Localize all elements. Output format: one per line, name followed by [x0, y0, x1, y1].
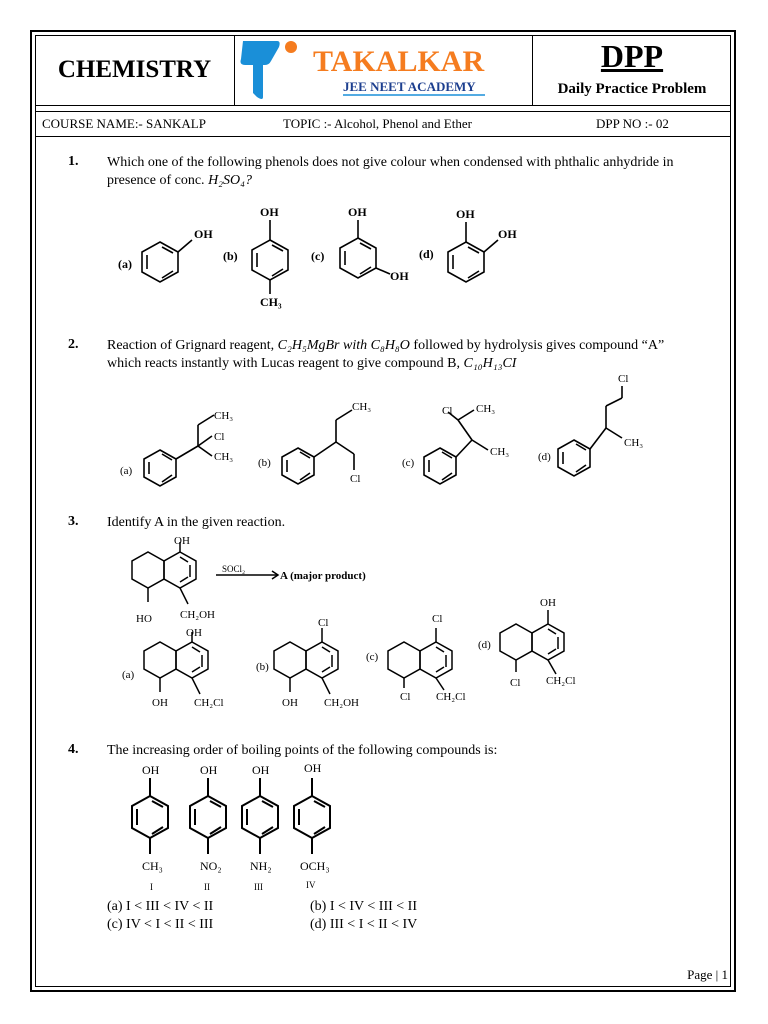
- svg-text:Cl: Cl: [618, 373, 629, 385]
- option-d: (d) III < I < II < IV: [310, 917, 418, 932]
- option-label: (c): [402, 457, 415, 469]
- dpp-title: DPP: [600, 38, 664, 74]
- option-label: (d): [478, 639, 491, 651]
- svg-text:CH₃: CH₃: [214, 451, 234, 463]
- formula: C₁₀H₁₃CI: [463, 356, 517, 371]
- svg-text:CH₃: CH₃: [260, 295, 282, 309]
- academy-logo: [235, 35, 533, 105]
- question-line: which reacts instantly with Lucas reagent to give compound B, C₁₀H₁₃CI: [107, 356, 517, 371]
- question-number: 4.: [68, 742, 79, 757]
- option-label: (a): [120, 465, 133, 477]
- option-label: (d): [419, 247, 434, 261]
- svg-text:OH: OH: [390, 269, 409, 283]
- svg-text:CH₃: CH₃: [476, 403, 496, 415]
- formula: C₂H₅MgBr with C₈H₈O: [277, 338, 410, 353]
- svg-text:OH: OH: [282, 697, 298, 709]
- svg-text:Cl: Cl: [350, 473, 361, 485]
- option-label: (a): [118, 257, 132, 271]
- svg-text:OH: OH: [174, 535, 190, 547]
- question-number: 3.: [68, 514, 79, 529]
- svg-text:Cl: Cl: [318, 617, 329, 629]
- svg-text:OH: OH: [540, 597, 556, 609]
- option-label: (c): [311, 249, 325, 263]
- question-number: 1.: [68, 154, 79, 169]
- topic: TOPIC :- Alcohol, Phenol and Ether: [283, 116, 472, 131]
- q1-structures: [100, 200, 540, 310]
- dpp-number: DPP NO :- 02: [596, 116, 669, 131]
- svg-text:Cl: Cl: [510, 677, 521, 689]
- svg-text:Cl: Cl: [400, 691, 411, 703]
- svg-text:CH₃: CH₃: [214, 410, 234, 422]
- option-label: (b): [223, 249, 238, 263]
- svg-text:Cl: Cl: [442, 405, 453, 417]
- svg-text:II: II: [204, 882, 210, 892]
- svg-text:OH: OH: [304, 761, 322, 775]
- logo-mark-icon: [235, 35, 533, 105]
- svg-text:NH₂: NH₂: [250, 859, 272, 873]
- page-number: Page | 1: [687, 967, 728, 982]
- divider: [35, 105, 731, 106]
- divider: [35, 111, 731, 112]
- svg-text:CH₂Cl: CH₂Cl: [194, 697, 224, 709]
- svg-text:OH: OH: [456, 207, 475, 221]
- divider: [35, 136, 731, 137]
- question-line: Which one of the following phenols does not give colour when condensed with phthalic anhydride in: [107, 155, 674, 170]
- option-a: (a) I < III < IV < II: [107, 899, 214, 914]
- svg-text:Cl: Cl: [214, 431, 225, 443]
- svg-text:OH: OH: [142, 763, 160, 777]
- svg-text:CH₃: CH₃: [352, 401, 372, 413]
- svg-text:JEE NEET ACADEMY: JEE NEET ACADEMY: [343, 79, 476, 94]
- svg-text:CH₃: CH₃: [490, 446, 510, 458]
- option-label: (d): [538, 451, 551, 463]
- svg-text:OH: OH: [498, 227, 517, 241]
- question-number: 2.: [68, 337, 79, 352]
- dpp-subtitle: Daily Practice Problem: [557, 81, 707, 97]
- question-text: Identify A in the given reaction.: [107, 515, 286, 530]
- svg-text:OH: OH: [348, 205, 367, 219]
- svg-text:CH₂OH: CH₂OH: [324, 697, 360, 709]
- svg-text:III: III: [254, 882, 263, 892]
- question-text: [107, 154, 727, 190]
- dpp-box: [533, 35, 731, 105]
- svg-text:OH: OH: [260, 205, 279, 219]
- svg-text:OCH₃: OCH₃: [300, 859, 330, 873]
- svg-text:TAKALKAR: TAKALKAR: [313, 45, 485, 78]
- svg-text:CH₂Cl: CH₂Cl: [546, 675, 576, 687]
- option-label: (b): [256, 661, 269, 673]
- option-label: (b): [258, 457, 271, 469]
- question-line: presence of conc. H₂SO₄?: [107, 173, 253, 188]
- option-label: (c): [366, 651, 379, 663]
- svg-text:SOCl₂: SOCl₂: [222, 564, 246, 574]
- svg-text:OH: OH: [186, 627, 202, 639]
- question-text: [107, 337, 727, 373]
- svg-text:CH₂Cl: CH₂Cl: [436, 691, 466, 703]
- option-c: (c) IV < I < II < III: [107, 917, 214, 932]
- q3-structures: [100, 532, 620, 732]
- svg-text:HO: HO: [136, 613, 152, 625]
- svg-text:NO₂: NO₂: [200, 859, 222, 873]
- svg-text:OH: OH: [152, 697, 168, 709]
- question-text: The increasing order of boiling points of the following compounds is:: [107, 743, 498, 758]
- svg-text:I: I: [150, 882, 153, 892]
- svg-text:CH₃: CH₃: [624, 437, 644, 449]
- formula: H₂SO₄?: [208, 173, 253, 188]
- svg-text:OH: OH: [252, 763, 270, 777]
- option-label: (a): [122, 669, 135, 681]
- q2-structures: [110, 370, 670, 495]
- svg-text:Cl: Cl: [432, 613, 443, 625]
- question-line: Reaction of Grignard reagent, C₂H₅MgBr with C₈H₈O followed by hydrolysis gives compound “A”: [107, 338, 665, 353]
- svg-text:OH: OH: [200, 763, 218, 777]
- q4-structures: [110, 758, 390, 898]
- header: [35, 35, 731, 105]
- svg-text:CH₂OH: CH₂OH: [180, 609, 216, 621]
- svg-text:A (major product): A (major product): [280, 570, 366, 582]
- course-name: COURSE NAME:- SANKALP: [42, 116, 206, 131]
- subject-title: CHEMISTRY: [35, 35, 235, 105]
- option-b: (b) I < IV < III < II: [310, 899, 418, 914]
- svg-text:OH: OH: [194, 227, 213, 241]
- svg-text:IV: IV: [306, 880, 316, 890]
- svg-text:CH₃: CH₃: [142, 859, 163, 873]
